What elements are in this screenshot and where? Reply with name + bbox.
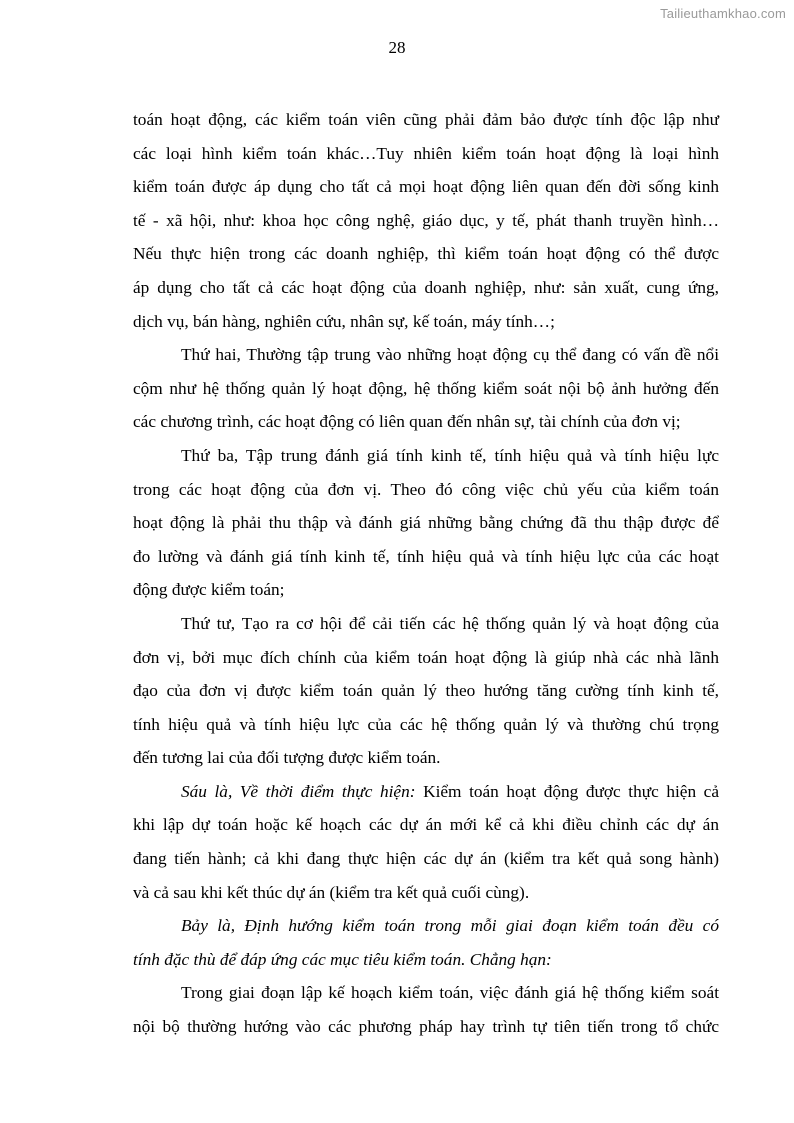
text-line: tính đặc thù để đáp ứng các mục tiêu kiểm toán. Chẳng hạn: bbox=[133, 949, 552, 969]
text-line: đo lường và đánh giá tính kinh tế, tính hiệu quả và tính hiệu lực của các hoạt bbox=[133, 546, 719, 566]
text-line: tính hiệu quả và tính hiệu lực của các hệ thống quản lý và thường chú trọng bbox=[133, 714, 719, 734]
text-line: các chương trình, các hoạt động có liên quan đến nhân sự, tài chính của đơn vị; bbox=[133, 412, 681, 432]
text-line: khi lập dự toán hoặc kế hoạch các dự án mới kể cả khi điều chỉnh các dự án bbox=[133, 815, 719, 835]
text-line: tế - xã hội, như: khoa học công nghệ, giáo dục, y tế, phát thanh truyền hình… bbox=[133, 210, 719, 230]
text-line: hoạt động là phải thu thập và đánh giá những bằng chứng đã thu thập được để bbox=[133, 513, 719, 533]
text-line: đang tiến hành; cả khi đang thực hiện các dự án (kiểm tra kết quả song hành) bbox=[133, 849, 719, 869]
text-line: kiểm toán được áp dụng cho tất cả mọi hoạt động liên quan đến đời sống kinh bbox=[133, 177, 719, 197]
text-line: Bảy là, Định hướng kiểm toán trong mỗi giai đoạn kiểm toán đều có bbox=[181, 916, 719, 936]
document-body bbox=[133, 103, 719, 1044]
text-line: Thứ hai, Thường tập trung vào những hoạt động cụ thể đang có vấn đề nổi bbox=[181, 345, 719, 365]
text-line: đơn vị, bởi mục đích chính của kiểm toán hoạt động là giúp nhà các nhà lãnh bbox=[133, 647, 719, 667]
text-line: Nếu thực hiện trong các doanh nghiệp, thì kiểm toán hoạt động có thể được bbox=[133, 244, 719, 264]
text-line: nội bộ thường hướng vào các phương pháp hay trình tự tiên tiến trong tổ chức bbox=[133, 1017, 719, 1037]
text-line: và cả sau khi kết thúc dự án (kiểm tra kết quả cuối cùng). bbox=[133, 882, 530, 902]
text-line: Trong giai đoạn lập kế hoạch kiểm toán, việc đánh giá hệ thống kiểm soát bbox=[181, 983, 719, 1003]
text-line: toán hoạt động, các kiểm toán viên cũng phải đảm bảo được tính độc lập như bbox=[133, 110, 719, 129]
text-line: đạo của đơn vị được kiểm toán quản lý theo hướng tăng cường tính kinh tế, bbox=[133, 681, 719, 701]
text-line-rest: Kiểm toán hoạt động được thực hiện cả bbox=[423, 781, 720, 801]
text-line: Thứ tư, Tạo ra cơ hội để cải tiến các hệ thống quản lý và hoạt động của bbox=[181, 613, 719, 633]
watermark-text: Tailieuthamkhao.com bbox=[660, 6, 786, 21]
sau-la-lead: Sáu là, Về thời điểm thực hiện: bbox=[181, 781, 416, 801]
text-line: cộm như hệ thống quản lý hoạt động, hệ thống kiểm soát nội bộ ảnh hưởng đến bbox=[133, 378, 719, 398]
text-line bbox=[133, 775, 719, 809]
text-line: áp dụng cho tất cả các hoạt động của doanh nghiệp, như: sản xuất, cung ứng, bbox=[133, 277, 719, 297]
text-line: Thứ ba, Tập trung đánh giá tính kinh tế, tính hiệu quả và tính hiệu lực bbox=[181, 445, 719, 465]
text-line: trong các hoạt động của đơn vị. Theo đó công việc chủ yếu của kiểm toán bbox=[133, 479, 719, 499]
text-line: đến tương lai của đối tượng được kiểm toán. bbox=[133, 748, 441, 768]
page-number: 28 bbox=[388, 38, 406, 57]
text-line: các loại hình kiểm toán khác…Tuy nhiên kiểm toán hoạt động là loại hình bbox=[133, 143, 719, 163]
text-line: dịch vụ, bán hàng, nghiên cứu, nhân sự, kế toán, máy tính…; bbox=[133, 311, 555, 331]
text-line: động được kiểm toán; bbox=[133, 580, 285, 600]
